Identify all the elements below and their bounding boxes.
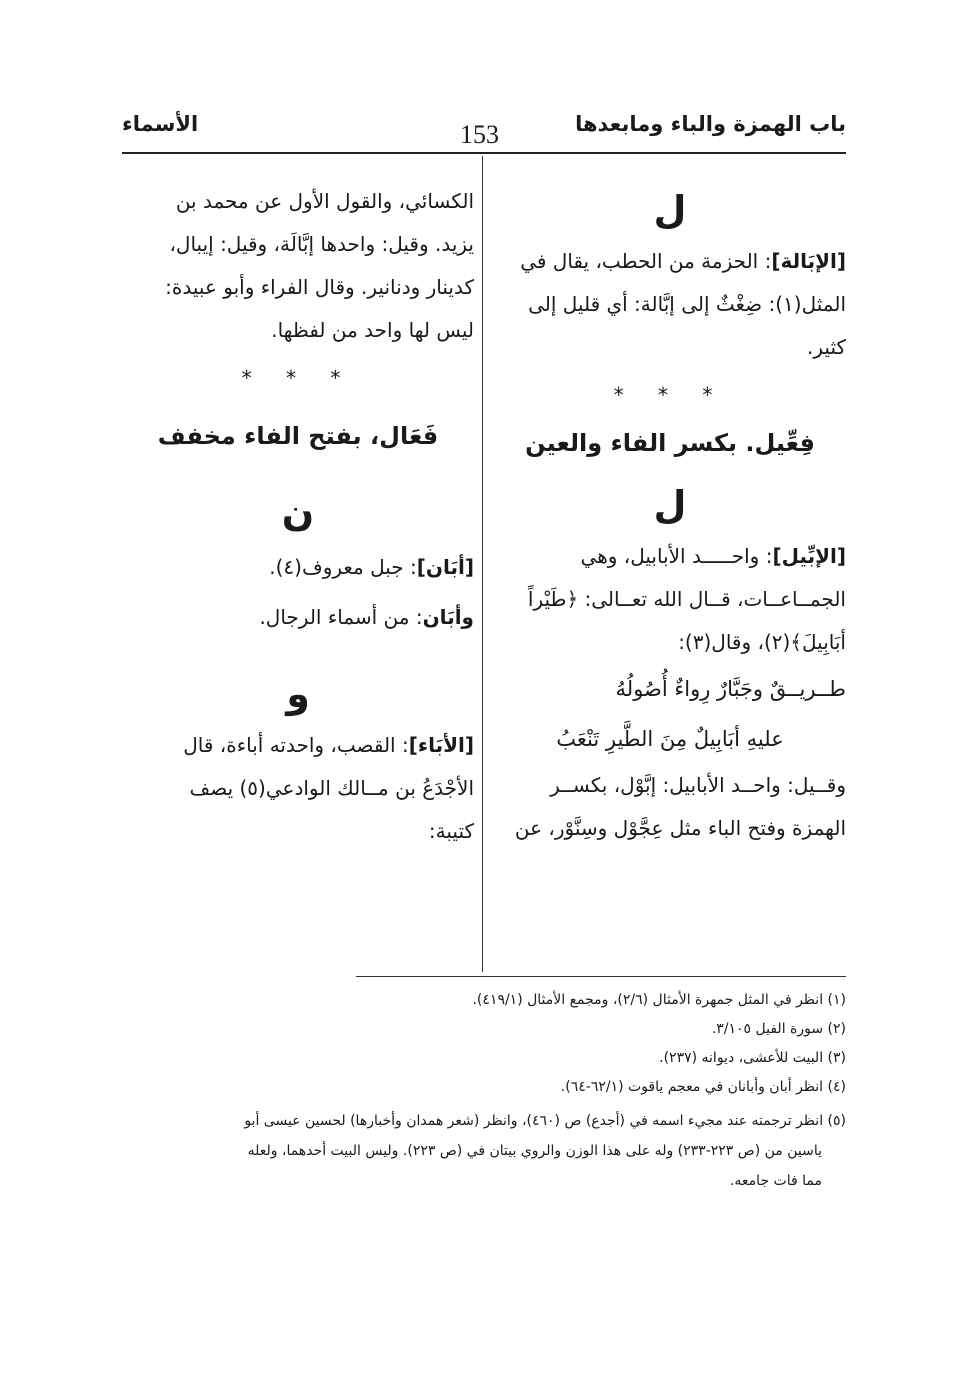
continuation-line1: الكسائي، والقول الأول عن محمد بن [175,189,474,213]
footnote-4: (٤) انظر أبان وأبانان في معجم ياقوت (٦٢/١-٦٤). [560,1079,846,1095]
entry-ibbil-line2: الجمــاعــات، قــال الله تعــالى: ﴿طَيْراً [527,587,846,611]
footnote-1: (١) انظر في المثل جمهرة الأمثال (٢/٦)، ومجمع الأمثال (٤١٩/١). [472,992,846,1008]
footnote-5-line2: ياسين من (ص ٢٢٣-٢٣٣) وله على هذا الوزن والروي بيتان في (ص ٢٢٣). وليس البيت أحدهما، ولعله [247,1143,822,1159]
section-heading-fiil: فِعِّيل. بكسر الفاء والعين [525,429,815,457]
entry-abaa: [الأبَاء]: القصب، واحدته أباءة، قال [183,733,474,757]
left-column [122,180,474,853]
entry-ibala-line3: كثير. [807,335,846,359]
entry-ibbil: [الإبِّيل]: واحـــــد الأبابيل، وهي [580,544,846,568]
entry-ibbil-line4: وقــيل: واحــد الأبابيل: إبَّوْل، بكســر [550,773,846,797]
entry-ibala-line2: المثل(١): ضِغْثٌ إلى إبَّالة: أي قليل إلى [528,292,846,316]
footnote-5: (٥) انظر ترجمته عند مجيء اسمه في (أجدع) ص (٤٦٠)، وانظر (شعر همدان وأخبارها) لحسين عيسى أبو [244,1113,846,1129]
header-rule [122,152,846,154]
footnote-3: (٣) البيت للأعشى، ديوانه (٢٣٧). [659,1050,846,1066]
continuation-line2: يزيد. وقيل: واحدها إبَّالَة، وقيل: إيبال، [169,232,474,256]
right-column [494,180,846,850]
entry-term: [الإبَالة] [771,249,846,273]
page-number: 153 [460,120,499,149]
running-header-right: باب الهمزة والباء ومابعدها [575,112,846,136]
entry-ibbil-line3: أبَابِيلَ﴾(٢)، وقال(٣): [678,630,846,654]
footnotes [112,990,846,1196]
entry-ibala: [الإبَالة]: الحزمة من الحطب، يقال في [520,249,846,273]
continuation-line3: كدينار ودنانير. وقال الفراء وأبو عبيدة: [165,275,474,299]
entry-term: [أبَان] [416,555,474,579]
entry-term: [الإبِّيل] [772,544,846,568]
entry-term: وأبَان [422,605,474,629]
section-letter-nun: ن [281,490,315,534]
footnote-5-line3: مما فات جامعه. [729,1173,822,1189]
section-separator-stars: * * * [613,383,727,407]
entry-term: [الأبَاء] [408,733,474,757]
verse-line-2: عليهِ أبَابِيلٌ مِنَ الطَّيرِ تَنْعَبُ [556,727,784,751]
section-separator-stars: * * * [241,366,355,390]
footnote-2: (٢) سورة الفيل ٣/١٠٥. [711,1021,846,1037]
running-header-left: الأسماء [122,112,199,136]
continuation-line4: ليس لها واحد من لفظها. [271,318,474,342]
column-divider [482,156,483,972]
section-letter-lam: ل [653,188,687,232]
section-letter-waw: و [286,672,310,716]
section-heading-faal: فَعَال، بفتح الفاء مخفف [157,422,439,450]
entry-aban: [أبَان]: جبل معروف(٤). [269,555,474,579]
section-letter-lam-2: ل [653,483,687,527]
entry-abaa-line3: كتيبة: [428,819,474,843]
verse-line-1: طــريــقٌ وجَبَّارٌ رِواءٌ أُصُولُهُ [615,677,846,701]
entry-abaa-line2: الأجْدَعُ بن مــالك الوادعي(٥) يصف [189,776,474,800]
entry-aban-2: وأبَان: من أسماء الرجال. [259,605,474,629]
entry-ibbil-line5: الهمزة وفتح الباء مثل عِجَّوْل وسِنَّوْر، عن [514,816,846,840]
footnote-rule [356,976,846,977]
